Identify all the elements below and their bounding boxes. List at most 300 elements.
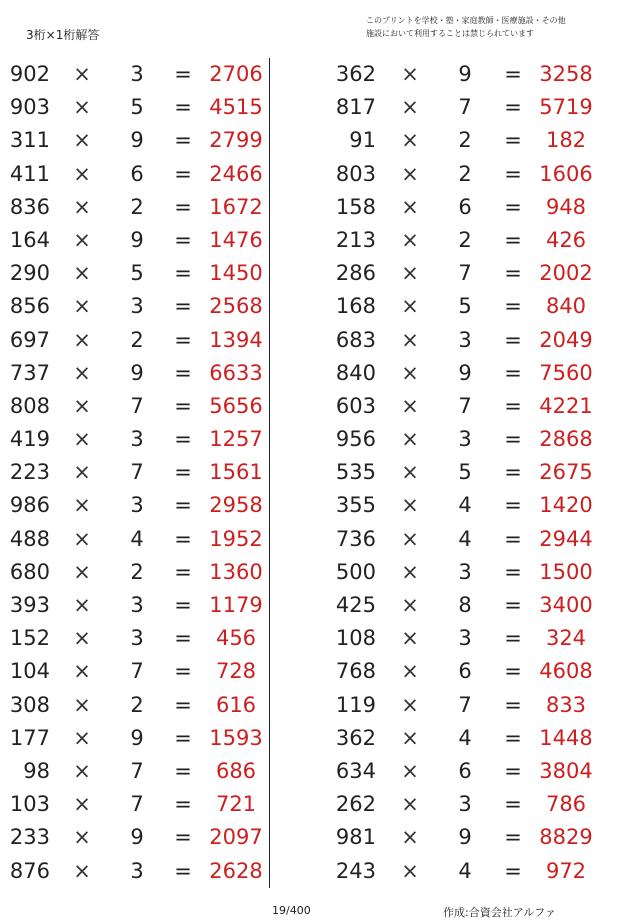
times-sign: × <box>401 526 419 551</box>
equals-sign: = <box>174 725 192 750</box>
equals-sign: = <box>174 427 192 452</box>
multiplicand: 223 <box>9 460 50 485</box>
times-sign: × <box>73 161 91 186</box>
problem-row <box>0 855 290 888</box>
equals-sign: = <box>174 593 192 617</box>
equals-sign: = <box>504 161 522 186</box>
answer: 1952 <box>209 526 263 551</box>
usage-notice-line-2: 施設において利用することは禁じられています <box>366 29 534 38</box>
multiplicand: 243 <box>335 858 376 883</box>
multiplier: 5 <box>130 95 144 120</box>
answer: 728 <box>215 659 257 684</box>
equals-sign: = <box>504 758 522 783</box>
equals-sign: = <box>504 360 522 385</box>
multiplicand: 355 <box>335 493 376 518</box>
multiplicand: 903 <box>9 95 50 120</box>
answer: 1394 <box>209 327 263 352</box>
multiplicand: 603 <box>335 393 376 418</box>
times-sign: × <box>73 792 91 817</box>
answer: 1360 <box>209 559 263 584</box>
equals-sign: = <box>504 460 522 485</box>
equals-sign: = <box>504 692 522 717</box>
multiplier: 6 <box>458 758 472 783</box>
multiplier: 5 <box>458 294 472 319</box>
answer: 4221 <box>539 393 593 418</box>
equals-sign: = <box>174 393 192 418</box>
multiplicand: 91 <box>349 128 376 153</box>
equals-sign: = <box>504 194 522 219</box>
multiplicand: 419 <box>9 427 50 452</box>
multiplier: 3 <box>130 593 144 617</box>
multiplier: 3 <box>130 858 144 883</box>
multiplier: 3 <box>458 792 472 817</box>
problem-row <box>0 191 290 224</box>
answer: 8829 <box>539 825 593 850</box>
problem-row <box>320 158 610 191</box>
problem-row <box>0 788 290 821</box>
times-sign: × <box>73 95 91 120</box>
multiplicand: 902 <box>9 62 50 86</box>
times-sign: × <box>401 792 419 817</box>
problem-row <box>320 556 610 589</box>
equals-sign: = <box>174 559 192 584</box>
problem-row <box>0 423 290 456</box>
times-sign: × <box>73 626 91 651</box>
times-sign: × <box>73 128 91 153</box>
answer: 4515 <box>209 95 263 120</box>
answer: 1593 <box>209 725 263 750</box>
problem-row <box>320 523 610 556</box>
times-sign: × <box>73 858 91 883</box>
times-sign: × <box>401 393 419 418</box>
answer: 1257 <box>209 427 263 452</box>
multiplier: 9 <box>130 825 144 850</box>
multiplier: 7 <box>130 460 144 485</box>
problem-row <box>320 423 610 456</box>
times-sign: × <box>73 593 91 617</box>
times-sign: × <box>401 194 419 219</box>
usage-notice-line-1: このプリントを学校・塾・家庭教師・医療施設・その他 <box>366 16 566 25</box>
equals-sign: = <box>504 427 522 452</box>
times-sign: × <box>73 360 91 385</box>
answer: 5719 <box>539 95 593 120</box>
answer: 1179 <box>209 593 263 617</box>
multiplicand: 488 <box>9 526 50 551</box>
multiplicand: 986 <box>9 493 50 518</box>
multiplier: 4 <box>458 526 472 551</box>
page-title: 3桁×1桁解答 <box>26 28 100 42</box>
multiplier: 3 <box>458 427 472 452</box>
left-problem-column <box>0 58 290 888</box>
multiplicand: 737 <box>9 360 50 385</box>
problem-row <box>0 290 290 323</box>
multiplicand: 876 <box>9 858 50 883</box>
times-sign: × <box>401 559 419 584</box>
answer: 1606 <box>539 161 593 186</box>
multiplier: 5 <box>130 261 144 286</box>
times-sign: × <box>401 460 419 485</box>
multiplicand: 213 <box>335 227 376 252</box>
times-sign: × <box>73 227 91 252</box>
answer: 1448 <box>539 725 593 750</box>
times-sign: × <box>401 227 419 252</box>
equals-sign: = <box>174 261 192 286</box>
problem-row <box>0 821 290 854</box>
multiplicand: 697 <box>9 327 50 352</box>
multiplier: 2 <box>458 227 472 252</box>
multiplicand: 362 <box>335 725 376 750</box>
answer: 972 <box>545 858 587 883</box>
answer: 948 <box>545 194 587 219</box>
multiplicand: 500 <box>335 559 376 584</box>
multiplier: 2 <box>130 559 144 584</box>
problem-row <box>0 58 290 91</box>
problem-row <box>320 390 610 423</box>
times-sign: × <box>401 725 419 750</box>
answer: 2097 <box>209 825 263 850</box>
problem-row <box>320 689 610 722</box>
answer: 1672 <box>209 194 263 219</box>
multiplicand: 836 <box>9 194 50 219</box>
problem-row <box>320 855 610 888</box>
times-sign: × <box>401 758 419 783</box>
times-sign: × <box>401 825 419 850</box>
problem-row <box>0 755 290 788</box>
problem-row <box>0 556 290 589</box>
answer: 1420 <box>539 493 593 518</box>
answer: 6633 <box>209 360 263 385</box>
answer: 721 <box>215 792 257 817</box>
page-number: 19/400 <box>272 904 311 917</box>
multiplier: 9 <box>130 725 144 750</box>
multiplicand: 808 <box>9 393 50 418</box>
times-sign: × <box>401 493 419 518</box>
multiplier: 6 <box>458 194 472 219</box>
equals-sign: = <box>174 95 192 120</box>
multiplicand: 177 <box>9 725 50 750</box>
problem-row <box>0 589 290 622</box>
equals-sign: = <box>504 559 522 584</box>
multiplier: 9 <box>130 360 144 385</box>
multiplicand: 362 <box>335 62 376 86</box>
answer: 616 <box>215 692 257 717</box>
answer: 2628 <box>209 858 263 883</box>
problem-row <box>0 622 290 655</box>
equals-sign: = <box>174 858 192 883</box>
multiplier: 7 <box>458 692 472 717</box>
multiplicand: 104 <box>9 659 50 684</box>
problem-row <box>0 456 290 489</box>
multiplier: 6 <box>130 161 144 186</box>
answer: 1561 <box>209 460 263 485</box>
multiplier: 2 <box>130 194 144 219</box>
times-sign: × <box>401 261 419 286</box>
equals-sign: = <box>174 692 192 717</box>
multiplier: 2 <box>130 692 144 717</box>
multiplier: 7 <box>130 792 144 817</box>
equals-sign: = <box>504 659 522 684</box>
equals-sign: = <box>174 626 192 651</box>
equals-sign: = <box>174 227 192 252</box>
times-sign: × <box>73 559 91 584</box>
multiplicand: 634 <box>335 758 376 783</box>
answer: 324 <box>545 626 587 651</box>
equals-sign: = <box>504 327 522 352</box>
answer: 4608 <box>539 659 593 684</box>
times-sign: × <box>73 692 91 717</box>
times-sign: × <box>401 161 419 186</box>
equals-sign: = <box>174 194 192 219</box>
times-sign: × <box>401 294 419 319</box>
times-sign: × <box>401 427 419 452</box>
multiplier: 5 <box>458 460 472 485</box>
times-sign: × <box>401 858 419 883</box>
problem-row <box>320 257 610 290</box>
answer: 3400 <box>539 593 593 617</box>
problem-row <box>320 622 610 655</box>
times-sign: × <box>401 327 419 352</box>
times-sign: × <box>401 626 419 651</box>
multiplicand: 981 <box>335 825 376 850</box>
problem-row <box>320 224 610 257</box>
equals-sign: = <box>174 128 192 153</box>
problem-row <box>0 722 290 755</box>
multiplier: 3 <box>130 294 144 319</box>
equals-sign: = <box>504 626 522 651</box>
times-sign: × <box>73 194 91 219</box>
multiplier: 9 <box>458 825 472 850</box>
times-sign: × <box>401 128 419 153</box>
equals-sign: = <box>174 825 192 850</box>
times-sign: × <box>401 95 419 120</box>
multiplier: 6 <box>458 659 472 684</box>
multiplicand: 768 <box>335 659 376 684</box>
answer: 2675 <box>539 460 593 485</box>
times-sign: × <box>73 427 91 452</box>
equals-sign: = <box>504 227 522 252</box>
equals-sign: = <box>174 327 192 352</box>
multiplier: 4 <box>458 858 472 883</box>
answer: 786 <box>545 792 587 817</box>
equals-sign: = <box>174 526 192 551</box>
times-sign: × <box>73 294 91 319</box>
problem-row <box>320 456 610 489</box>
multiplicand: 286 <box>335 261 376 286</box>
equals-sign: = <box>174 792 192 817</box>
multiplicand: 119 <box>335 692 376 717</box>
multiplier: 7 <box>130 659 144 684</box>
answer: 2466 <box>209 161 263 186</box>
answer: 686 <box>215 758 257 783</box>
multiplier: 4 <box>458 493 472 518</box>
problem-row <box>320 589 610 622</box>
times-sign: × <box>401 659 419 684</box>
problem-row <box>0 689 290 722</box>
times-sign: × <box>73 725 91 750</box>
multiplier: 2 <box>130 327 144 352</box>
times-sign: × <box>73 659 91 684</box>
multiplicand: 168 <box>335 294 376 319</box>
problem-row <box>0 523 290 556</box>
multiplicand: 411 <box>9 161 50 186</box>
multiplier: 4 <box>130 526 144 551</box>
problem-row <box>0 224 290 257</box>
equals-sign: = <box>504 858 522 883</box>
times-sign: × <box>73 62 91 86</box>
problem-row <box>0 324 290 357</box>
multiplicand: 840 <box>335 360 376 385</box>
multiplier: 7 <box>458 95 472 120</box>
problem-row <box>320 655 610 688</box>
answer: 2958 <box>209 493 263 518</box>
equals-sign: = <box>504 493 522 518</box>
times-sign: × <box>401 360 419 385</box>
problem-row <box>320 324 610 357</box>
multiplicand: 856 <box>9 294 50 319</box>
answer: 2568 <box>209 294 263 319</box>
multiplier: 8 <box>458 593 472 617</box>
equals-sign: = <box>504 95 522 120</box>
problem-row <box>320 357 610 390</box>
multiplier: 3 <box>458 626 472 651</box>
multiplier: 2 <box>458 161 472 186</box>
right-problem-column <box>320 58 610 888</box>
times-sign: × <box>73 526 91 551</box>
equals-sign: = <box>174 360 192 385</box>
multiplicand: 262 <box>335 792 376 817</box>
answer: 3258 <box>539 62 593 86</box>
multiplicand: 425 <box>335 593 376 617</box>
answer: 840 <box>545 294 587 319</box>
problem-row <box>320 788 610 821</box>
author-credit: 作成:合資会社アルファ <box>443 906 557 919</box>
equals-sign: = <box>504 792 522 817</box>
problem-row <box>0 655 290 688</box>
problem-row <box>320 755 610 788</box>
answer: 1476 <box>209 227 263 252</box>
multiplier: 7 <box>130 393 144 418</box>
problem-row <box>0 124 290 157</box>
problem-row <box>320 821 610 854</box>
equals-sign: = <box>504 128 522 153</box>
multiplier: 3 <box>458 559 472 584</box>
equals-sign: = <box>504 825 522 850</box>
problem-row <box>320 58 610 91</box>
answer: 2706 <box>209 62 263 86</box>
problem-row <box>0 158 290 191</box>
answer: 182 <box>545 128 587 153</box>
problem-row <box>320 124 610 157</box>
equals-sign: = <box>504 294 522 319</box>
multiplier: 3 <box>130 427 144 452</box>
times-sign: × <box>73 261 91 286</box>
answer: 5656 <box>209 393 263 418</box>
multiplicand: 108 <box>335 626 376 651</box>
answer: 1500 <box>539 559 593 584</box>
multiplicand: 311 <box>9 128 50 153</box>
multiplicand: 290 <box>9 261 50 286</box>
equals-sign: = <box>504 725 522 750</box>
multiplicand: 535 <box>335 460 376 485</box>
answer: 2799 <box>209 128 263 153</box>
equals-sign: = <box>174 758 192 783</box>
problem-row <box>0 257 290 290</box>
equals-sign: = <box>504 593 522 617</box>
multiplicand: 393 <box>9 593 50 617</box>
multiplicand: 233 <box>9 825 50 850</box>
multiplicand: 158 <box>335 194 376 219</box>
problem-row <box>320 91 610 124</box>
equals-sign: = <box>174 659 192 684</box>
times-sign: × <box>73 327 91 352</box>
multiplicand: 308 <box>9 692 50 717</box>
multiplier: 2 <box>458 128 472 153</box>
multiplier: 3 <box>130 626 144 651</box>
problem-row <box>0 91 290 124</box>
answer: 833 <box>545 692 587 717</box>
problem-row <box>320 489 610 522</box>
column-divider <box>269 58 270 888</box>
problem-row <box>0 489 290 522</box>
multiplier: 9 <box>458 360 472 385</box>
equals-sign: = <box>504 261 522 286</box>
multiplier: 3 <box>458 327 472 352</box>
times-sign: × <box>73 460 91 485</box>
answer: 3804 <box>539 758 593 783</box>
answer: 426 <box>545 227 587 252</box>
multiplicand: 683 <box>335 327 376 352</box>
multiplicand: 103 <box>9 792 50 817</box>
multiplier: 7 <box>458 261 472 286</box>
problem-row <box>0 357 290 390</box>
times-sign: × <box>73 393 91 418</box>
equals-sign: = <box>174 460 192 485</box>
problem-row <box>320 191 610 224</box>
multiplicand: 817 <box>335 95 376 120</box>
times-sign: × <box>401 62 419 86</box>
equals-sign: = <box>174 294 192 319</box>
multiplier: 9 <box>458 62 472 86</box>
times-sign: × <box>73 758 91 783</box>
answer: 2002 <box>539 261 593 286</box>
answer: 2944 <box>539 526 593 551</box>
multiplicand: 956 <box>335 427 376 452</box>
problem-row <box>0 390 290 423</box>
multiplier: 7 <box>458 393 472 418</box>
equals-sign: = <box>174 161 192 186</box>
multiplicand: 736 <box>335 526 376 551</box>
times-sign: × <box>401 692 419 717</box>
multiplicand: 152 <box>9 626 50 651</box>
answer: 1450 <box>209 261 263 286</box>
multiplier: 3 <box>130 493 144 518</box>
multiplicand: 803 <box>335 161 376 186</box>
multiplier: 9 <box>130 128 144 153</box>
multiplier: 7 <box>130 758 144 783</box>
multiplicand: 98 <box>23 758 50 783</box>
times-sign: × <box>73 825 91 850</box>
multiplier: 3 <box>130 62 144 86</box>
problem-row <box>320 290 610 323</box>
multiplicand: 164 <box>9 227 50 252</box>
multiplier: 4 <box>458 725 472 750</box>
equals-sign: = <box>504 393 522 418</box>
equals-sign: = <box>504 526 522 551</box>
usage-notice <box>366 14 566 40</box>
equals-sign: = <box>174 62 192 86</box>
times-sign: × <box>401 593 419 617</box>
problem-row <box>320 722 610 755</box>
